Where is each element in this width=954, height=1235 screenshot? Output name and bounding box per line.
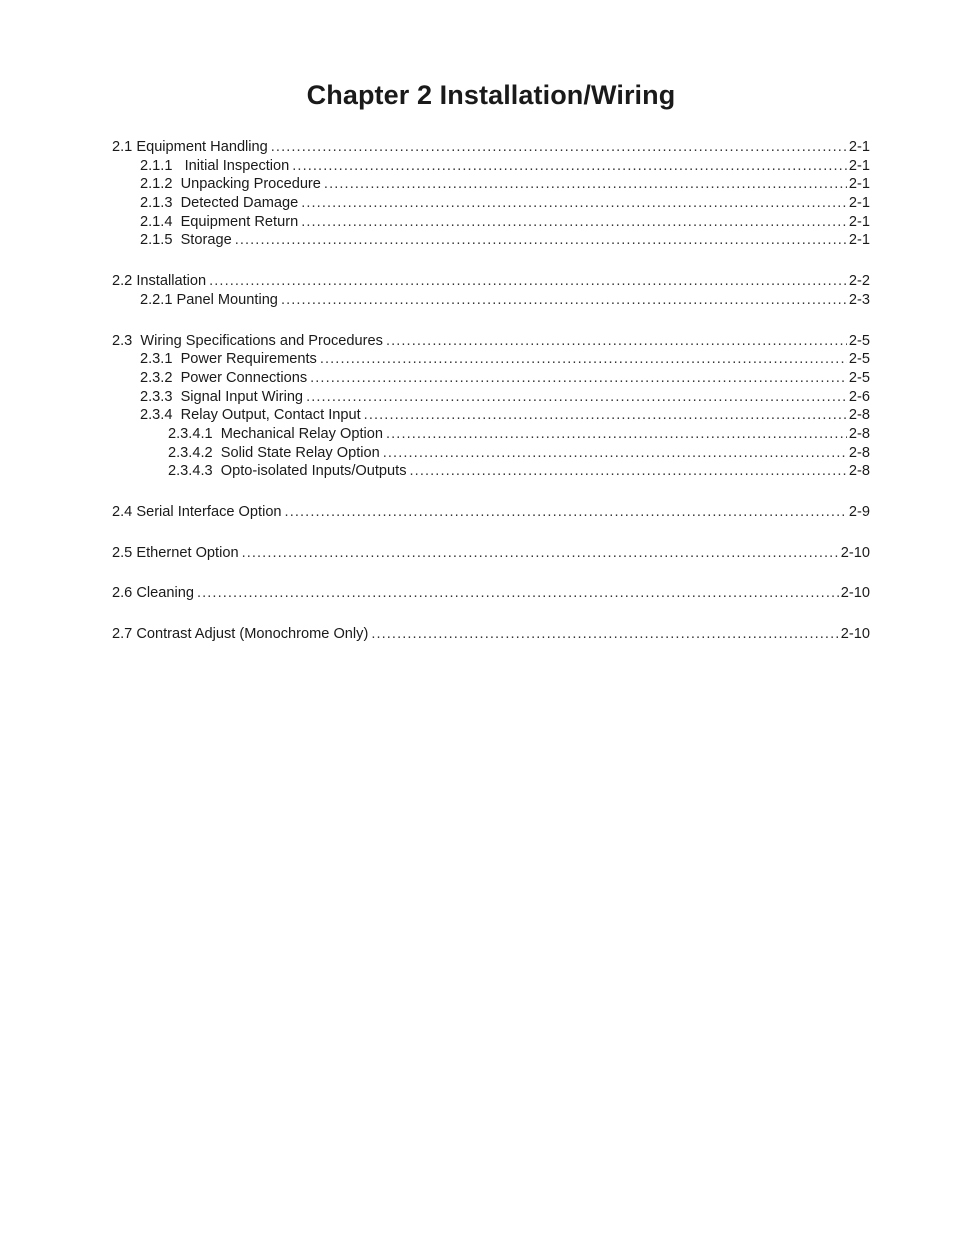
toc-entry-page-number: 2-2: [848, 273, 870, 290]
toc-entry[interactable]: [112, 138, 870, 157]
toc-entry-page-number: 2-5: [848, 332, 870, 349]
toc-entry[interactable]: [112, 544, 870, 563]
toc-entry[interactable]: [112, 462, 870, 481]
toc-entry-page-number: 2-8: [848, 444, 870, 461]
toc-entry-label: 2.1.1 Initial Inspection: [140, 157, 290, 174]
toc-entry[interactable]: [112, 157, 870, 176]
table-of-contents: [112, 138, 870, 666]
toc-entry[interactable]: [112, 388, 870, 407]
toc-entry-label: 2.3.4.2 Solid State Relay Option: [168, 444, 380, 461]
toc-entry-label: 2.2 Installation: [112, 273, 207, 290]
toc-section-group: [112, 332, 870, 482]
toc-section-group: [112, 138, 870, 250]
toc-entry-label: 2.3 Wiring Specifications and Procedures: [112, 332, 383, 349]
toc-entry-label: 2.4 Serial Interface Option: [112, 504, 282, 520]
toc-dot-leader: [386, 332, 847, 351]
toc-dot-leader: [271, 138, 847, 157]
toc-entry-page-number: 2-1: [848, 213, 870, 230]
toc-entry[interactable]: [112, 350, 870, 369]
toc-entry[interactable]: [112, 444, 870, 463]
page-title: Chapter 2 Installation/Wiring: [306, 80, 676, 110]
toc-entry-label: 2.3.1 Power Requirements: [140, 351, 317, 368]
toc-entry-label: 2.1.3 Detected Damage: [140, 195, 299, 212]
toc-entry[interactable]: [112, 291, 870, 310]
toc-dot-leader: [320, 350, 847, 369]
toc-dot-leader: [310, 369, 847, 388]
toc-entry-page-number: 2-3: [848, 291, 870, 308]
toc-entry-page-number: 2-5: [848, 369, 870, 386]
toc-entry-page-number: 2-1: [848, 139, 870, 155]
toc-entry-label: 2.3.4 Relay Output, Contact Input: [140, 407, 361, 424]
toc-entry-label: 2.7 Contrast Adjust (Monochrome Only): [112, 626, 369, 643]
toc-section-group: [112, 625, 870, 644]
toc-entry[interactable]: [112, 369, 870, 388]
toc-entry[interactable]: [112, 332, 870, 351]
toc-dot-leader: [383, 444, 847, 463]
toc-section-group: [112, 544, 870, 563]
toc-entry-label: 2.1.5 Storage: [140, 232, 232, 249]
toc-dot-leader: [242, 544, 839, 563]
toc-dot-leader: [324, 175, 847, 194]
toc-entry-page-number: 2-1: [848, 232, 870, 249]
toc-entry[interactable]: [112, 584, 870, 603]
toc-dot-leader: [306, 388, 847, 407]
toc-entry-label: 2.1.2 Unpacking Procedure: [140, 176, 321, 193]
toc-entry-label: 2.3.4.1 Mechanical Relay Option: [168, 425, 383, 442]
toc-entry-page-number: 2-10: [840, 544, 870, 561]
toc-entry-page-number: 2-8: [848, 407, 870, 424]
toc-entry-label: 2.5 Ethernet Option: [112, 544, 239, 561]
toc-entry-page-number: 2-5: [848, 351, 870, 368]
toc-entry[interactable]: [112, 272, 870, 291]
toc-dot-leader: [386, 425, 847, 444]
toc-dot-leader: [209, 272, 847, 291]
toc-dot-leader: [301, 194, 847, 213]
toc-entry-page-number: 2-9: [848, 504, 870, 520]
toc-section-group: [112, 503, 870, 522]
toc-entry-page-number: 2-10: [840, 585, 870, 602]
toc-dot-leader: [301, 213, 847, 232]
toc-entry[interactable]: [112, 231, 870, 250]
toc-entry[interactable]: [112, 625, 870, 644]
toc-dot-leader: [292, 157, 847, 176]
toc-entry-page-number: 2-6: [848, 388, 870, 405]
toc-entry[interactable]: [112, 175, 870, 194]
toc-entry-label: 2.2.1 Panel Mounting: [140, 291, 278, 308]
toc-entry-label: 2.3.2 Power Connections: [140, 369, 308, 386]
toc-entry[interactable]: [112, 213, 870, 232]
toc-entry-page-number: 2-8: [848, 425, 870, 442]
toc-entry-label: 2.1 Equipment Handling: [112, 139, 268, 155]
toc-entry[interactable]: [112, 406, 870, 425]
toc-entry[interactable]: [112, 503, 870, 522]
toc-entry-label: 2.3.4.3 Opto-isolated Inputs/Outputs: [168, 463, 407, 480]
toc-section-group: [112, 272, 870, 309]
toc-entry-label: 2.3.3 Signal Input Wiring: [140, 388, 304, 405]
toc-dot-leader: [364, 406, 847, 425]
toc-entry-page-number: 2-10: [840, 626, 870, 643]
toc-entry-page-number: 2-8: [848, 463, 870, 480]
toc-dot-leader: [281, 291, 847, 310]
toc-entry-page-number: 2-1: [848, 176, 870, 193]
toc-entry[interactable]: [112, 425, 870, 444]
toc-dot-leader: [235, 231, 847, 250]
toc-dot-leader: [197, 584, 839, 603]
toc-entry-page-number: 2-1: [848, 157, 870, 174]
toc-section-group: [112, 584, 870, 603]
toc-entry-label: 2.1.4 Equipment Return: [140, 213, 299, 230]
toc-dot-leader: [371, 625, 838, 644]
toc-dot-leader: [285, 503, 847, 522]
toc-entry[interactable]: [112, 194, 870, 213]
toc-entry-label: 2.6 Cleaning: [112, 585, 194, 602]
toc-entry-page-number: 2-1: [848, 195, 870, 212]
toc-dot-leader: [410, 462, 847, 481]
